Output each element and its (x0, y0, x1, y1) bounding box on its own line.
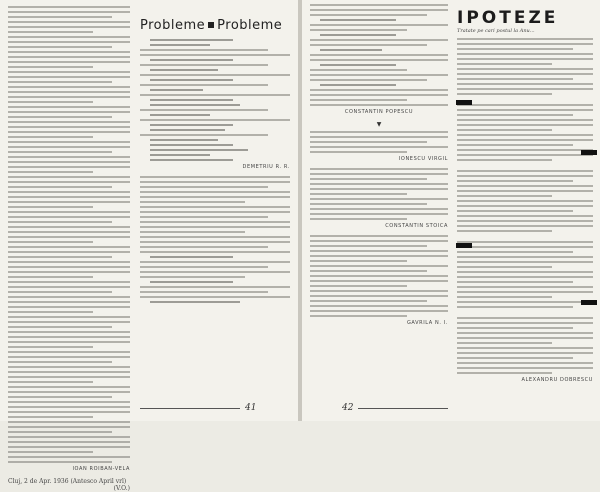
right-page-number: 42 (342, 403, 354, 413)
left-signature: IOAN ROIBAN-VELA (72, 466, 130, 472)
left-page (0, 0, 298, 492)
left-page-number: 41 (245, 403, 257, 413)
right-page (302, 0, 600, 421)
left-footer (8, 478, 130, 492)
signature-stoica: CONSTANTIN STOICA (385, 223, 448, 229)
footer-text: Cluj, 2 de Apr. 1936 (Antesco April vrl) (8, 478, 127, 485)
problems-heading: Probleme Probleme (140, 18, 283, 33)
ipoteze-subtitle: Tratate pe cari postul la Anu... (457, 28, 535, 34)
section-marker-icon (581, 150, 597, 155)
section-marker-icon (456, 100, 472, 105)
square-bullet-icon (208, 22, 214, 28)
ipoteze-title: IPOTEZE (457, 8, 559, 28)
signature-popescu: CONSTANTIN POPESCU (344, 109, 414, 115)
divider-arrow-icon: ▼ (376, 121, 382, 128)
section-marker-icon (456, 243, 472, 248)
right-text-column-1 (310, 4, 448, 332)
problems-column (140, 14, 290, 306)
footer-mark: (V.O.) (113, 485, 130, 492)
signature-ionescu: IONESCU VIRGIL (398, 156, 448, 162)
right-text-column-2 (457, 8, 593, 389)
problems-signature: DEMETRIU R. R. (242, 164, 290, 170)
signature-gavrila: GAVRILA N. I. (406, 320, 448, 326)
left-text-column (8, 6, 130, 492)
signature-dobrescu: ALEXANDRU DOBRESCU (521, 377, 593, 383)
section-marker-icon (581, 300, 597, 305)
